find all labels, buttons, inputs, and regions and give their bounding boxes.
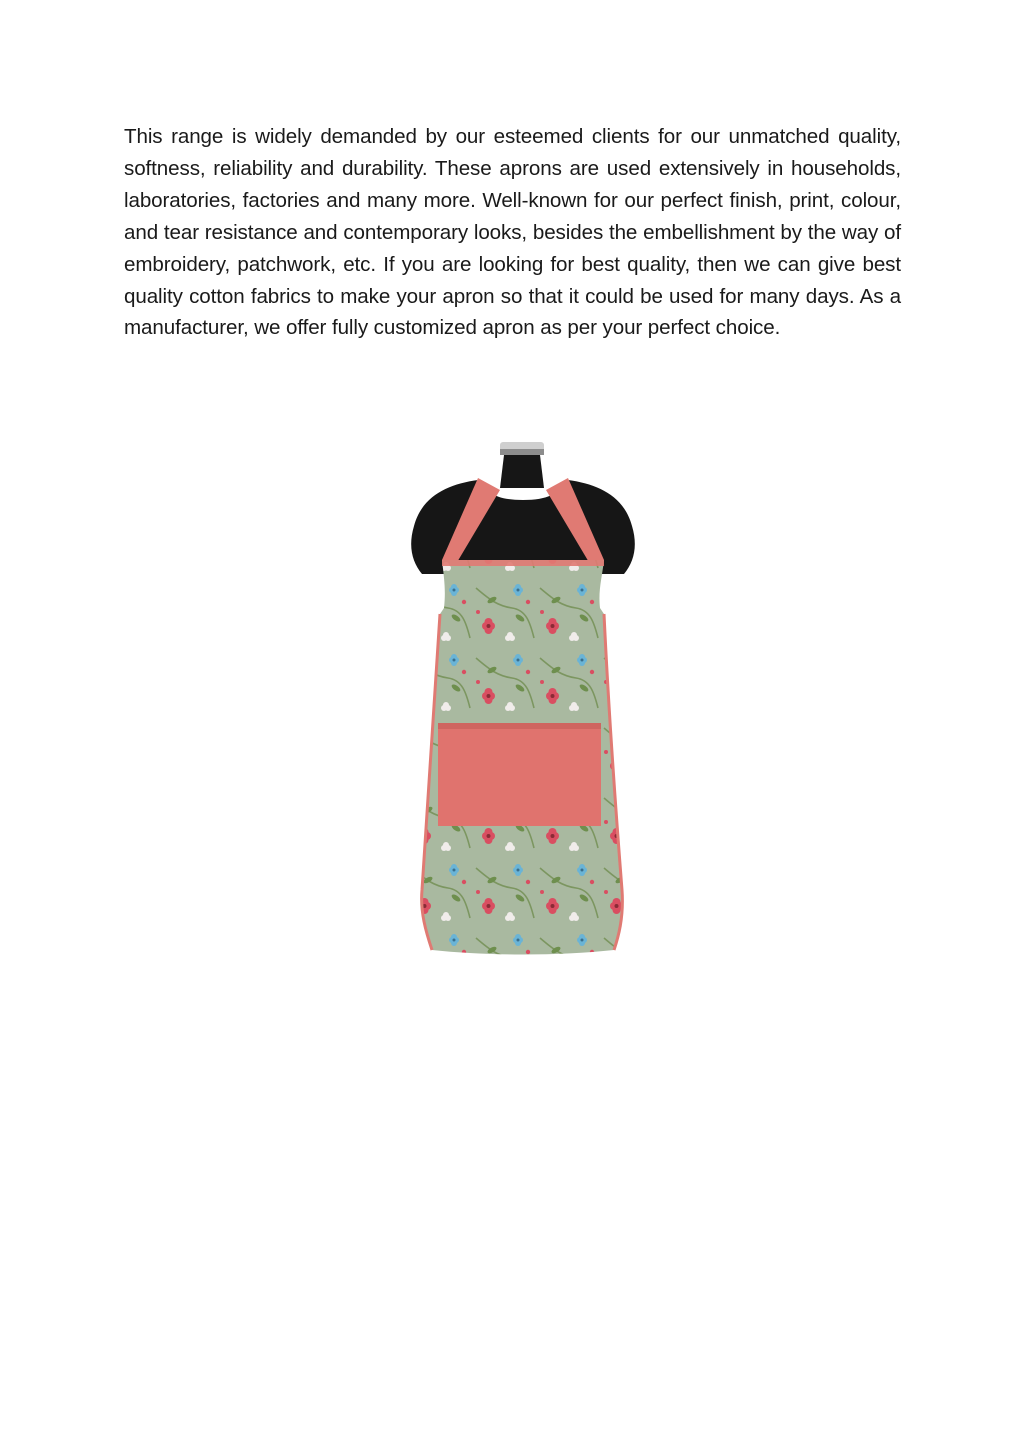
apron-photo (408, 438, 638, 962)
body-paragraph: This range is widely demanded by our esteemed clients for our unmatched quality, softness, reliability and durability. These aprons are used extensively in households, laboratories, factories and many more. Well-known for our perfect finish, print, colour, and tear resistance and contemporary looks, besides the embellishment by the way of embroidery, patchwork, etc. If you are looking for best quality, then we can give best quality cotton fabrics to make your apron so that it could be used for many days. As a manufacturer, we offer fully customized apron as per your perfect choice. (124, 125, 901, 340)
apron-pocket (438, 723, 601, 826)
